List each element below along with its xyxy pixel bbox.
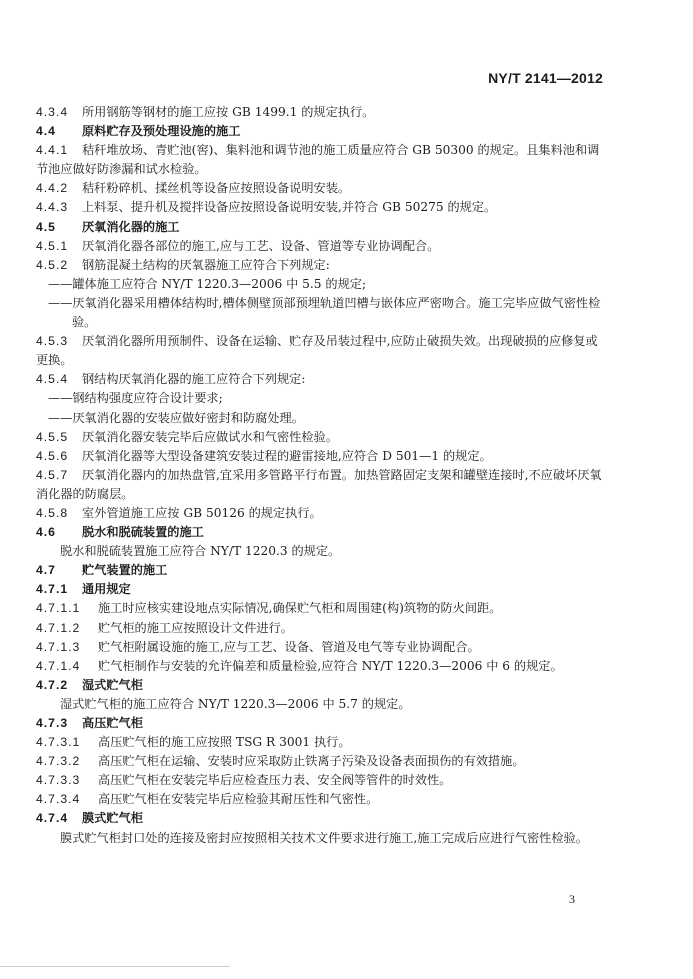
clause-text: 湿式贮气柜的施工应符合 NY/T 1220.3—2006 中 5.7 的规定。 (60, 696, 411, 711)
clause-text: 膜式贮气柜封口处的连接及密封应按照相关技术文件要求进行施工,施工完成后应进行气密性检验。 (60, 830, 588, 845)
clause-number: 4.7 (36, 563, 56, 578)
clause-number: 4.5.8 (36, 505, 69, 520)
clause-number: 4.4.1 (36, 143, 69, 158)
clause-text: 膜式贮气柜 (82, 811, 143, 826)
clause-text: 脱水和脱硫装置施工应符合 NY/T 1220.3 的规定。 (60, 544, 341, 559)
clause-number: 4.7.1.2 (36, 620, 81, 635)
clause-number: 4.7.1.4 (36, 658, 81, 673)
clause-number: 4.3.4 (36, 105, 69, 119)
clause (36, 733, 608, 752)
clause-text: 厌氧消化器等大型设备建筑安装过程的避雷接地,应符合 D 501—1 的规定。 (82, 448, 492, 463)
clause-number: 4.7.3.1 (36, 735, 81, 750)
clause-number: 4.7.1.3 (36, 639, 81, 654)
clause (36, 198, 608, 217)
paragraph (36, 542, 608, 561)
clause-text: 原料贮存及预处理设施的施工 (82, 124, 241, 139)
clause (36, 638, 608, 657)
clause-number: 4.5.6 (36, 448, 69, 463)
clause-text: 通用规定 (82, 582, 131, 597)
clause-text: 湿式贮气柜 (82, 677, 143, 692)
clause-number: 4.7.3.3 (36, 773, 81, 788)
clause-number: 4.7.2 (36, 677, 69, 692)
paragraph (36, 829, 608, 848)
clause-number: 4.6 (36, 525, 56, 540)
clause-text: 高压贮气柜在运输、安装时应采取防止铁离子污染及设备表面损伤的有效措施。 (98, 754, 525, 769)
clause-number: 4.5.3 (36, 334, 69, 349)
section-heading (36, 561, 608, 580)
section-heading (36, 809, 608, 828)
clause-number: 4.7.3.4 (36, 792, 81, 807)
section-heading (36, 523, 608, 542)
clause (36, 428, 608, 447)
list-item (36, 294, 608, 332)
clause-text: 厌氧消化器安装完毕后应做试水和气密性检验。 (82, 429, 338, 444)
section-heading (36, 714, 608, 733)
clause (36, 256, 608, 275)
document-body (36, 103, 608, 848)
clause-text: 贮气柜的施工应按照设计文件进行。 (98, 620, 293, 635)
clause (36, 752, 608, 771)
clause-text: 贮气柜制作与安装的允许偏差和质量检验,应符合 NY/T 1220.3—2006 中 6 的规定。 (98, 658, 563, 673)
clause-text: 贮气装置的施工 (82, 563, 168, 578)
clause (36, 237, 608, 256)
clause (36, 179, 608, 198)
clause-text: ——厌氧消化器的安装应做好密封和防腐处理。 (48, 410, 304, 425)
clause-text: 室外管道施工应按 GB 50126 的规定执行。 (82, 505, 322, 520)
clause-number: 4.7.3 (36, 716, 69, 730)
clause (36, 370, 608, 389)
clause-text: 厌氧消化器的施工 (82, 219, 180, 234)
clause-text: 高压贮气柜在安装完毕后应检验其耐压性和气密性。 (98, 792, 379, 807)
clause (36, 447, 608, 466)
clause-text: 厌氧消化器所用预制件、设备在运输、贮存及吊装过程中,应防止破损失效。出现破损的应修复或更换。 (36, 334, 598, 368)
clause (36, 771, 608, 790)
clause-text: 贮气柜附属设施的施工,应与工艺、设备、管道及电气等专业协调配合。 (98, 639, 480, 654)
clause-text: 钢筋混凝土结构的厌氧器施工应符合下列规定: (82, 257, 330, 272)
clause-text: 脱水和脱硫装置的施工 (82, 525, 204, 540)
section-heading (36, 580, 608, 599)
clause-text: 高压贮气柜的施工应按照 TSG R 3001 执行。 (98, 735, 351, 750)
clause-number: 4.5 (36, 219, 56, 234)
clause-number: 4.5.7 (36, 467, 69, 482)
clause (36, 332, 608, 370)
clause-number: 4.5.2 (36, 257, 69, 272)
clause (36, 657, 608, 676)
clause (36, 103, 608, 122)
clause-number: 4.5.1 (36, 238, 69, 253)
list-item (36, 275, 608, 294)
clause-text: 钢结构厌氧消化器的施工应符合下列规定: (82, 372, 306, 387)
clause-number: 4.7.3.2 (36, 754, 81, 769)
paragraph (36, 695, 608, 714)
clause-number: 4.7.1.1 (36, 601, 81, 616)
clause-number: 4.5.5 (36, 429, 69, 444)
clause-text: 秸秆粉碎机、揉丝机等设备应按照设备说明安装。 (82, 181, 351, 196)
clause-number: 4.4.3 (36, 200, 69, 215)
clause-number: 4.4.2 (36, 181, 69, 196)
clause-text: ——钢结构强度应符合设计要求; (48, 391, 223, 406)
list-item (36, 409, 608, 428)
standard-code-header: NY/T 2141—2012 (488, 70, 603, 86)
clause-text: 高压贮气柜在安装完毕后应检查压力表、安全阀等管件的时效性。 (98, 773, 452, 788)
clause-text: ——罐体施工应符合 NY/T 1220.3—2006 中 5.5 的规定; (48, 276, 367, 291)
section-heading (36, 122, 608, 141)
clause-text: 施工时应核实建设地点实际情况,确保贮气柜和周围建(构)筑物的防火间距。 (98, 601, 502, 616)
clause-text: 秸秆堆放场、青贮池(窖)、集料池和调节池的施工质量应符合 GB 50300 的规定。且集料池和调节池应做好防渗漏和试水检验。 (36, 143, 600, 177)
scan-edge-line (0, 966, 230, 967)
clause (36, 599, 608, 618)
clause-text: 所用钢筋等钢材的施工应按 GB 1499.1 的规定执行。 (82, 105, 375, 119)
clause-text: 厌氧消化器各部位的施工,应与工艺、设备、管道等专业协调配合。 (82, 238, 440, 253)
clause (36, 466, 608, 504)
list-item (36, 389, 608, 408)
page-number: 3 (569, 892, 575, 906)
clause-number: 4.5.4 (36, 372, 69, 387)
clause (36, 790, 608, 809)
clause (36, 619, 608, 638)
clause-number: 4.7.1 (36, 582, 69, 597)
clause (36, 504, 608, 523)
section-heading (36, 676, 608, 695)
clause-number: 4.7.4 (36, 811, 69, 826)
section-heading (36, 218, 608, 237)
clause-number: 4.4 (36, 124, 56, 139)
clause-text: 上料泵、提升机及搅拌设备应按照设备说明安装,并符合 GB 50275 的规定。 (82, 200, 497, 215)
clause-text: ——厌氧消化器采用槽体结构时,槽体侧壁顶部预埋轨道凹槽与嵌体应严密吻合。施工完毕应做气密性检验。 (48, 295, 601, 330)
clause-text: 高压贮气柜 (82, 716, 143, 730)
clause (36, 141, 608, 179)
clause-text: 厌氧消化器内的加热盘管,宜采用多管路平行布置。加热管路固定支架和罐壁连接时,不应破坏厌氧消化器的防腐层。 (36, 467, 602, 501)
